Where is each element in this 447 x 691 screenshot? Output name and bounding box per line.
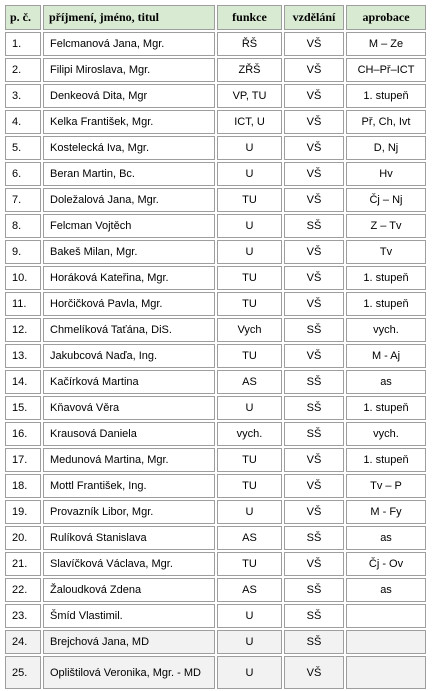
row-number: 13. <box>5 344 41 368</box>
staff-role: TU <box>217 474 282 498</box>
staff-education: VŠ <box>284 84 344 108</box>
staff-qualification: vych. <box>346 422 426 446</box>
staff-role: U <box>217 214 282 238</box>
row-number: 10. <box>5 266 41 290</box>
staff-qualification: Tv <box>346 240 426 264</box>
staff-role: TU <box>217 344 282 368</box>
table-row <box>5 32 426 56</box>
staff-name: Slavíčková Václava, Mgr. <box>43 552 215 576</box>
row-number: 22. <box>5 578 41 602</box>
staff-qualification: M – Ze <box>346 32 426 56</box>
table-row <box>5 370 426 394</box>
staff-role: AS <box>217 370 282 394</box>
table-row <box>5 604 426 628</box>
table-row <box>5 630 426 654</box>
staff-qualification: M - Fy <box>346 500 426 524</box>
staff-name: Denkeová Dita, Mgr <box>43 84 215 108</box>
staff-name: Kačírková Martina <box>43 370 215 394</box>
row-number: 24. <box>5 630 41 654</box>
table-row <box>5 188 426 212</box>
table-row <box>5 474 426 498</box>
table-row <box>5 422 426 446</box>
row-number: 19. <box>5 500 41 524</box>
table-row <box>5 162 426 186</box>
staff-qualification: M - Aj <box>346 344 426 368</box>
staff-qualification: as <box>346 526 426 550</box>
staff-education: VŠ <box>284 552 344 576</box>
staff-name: Žaloudková Zdena <box>43 578 215 602</box>
staff-education: VŠ <box>284 240 344 264</box>
table-row <box>5 500 426 524</box>
staff-table <box>3 3 428 691</box>
staff-name: Krausová Daniela <box>43 422 215 446</box>
table-row <box>5 396 426 420</box>
staff-qualification: Př, Ch, Ivt <box>346 110 426 134</box>
staff-role: TU <box>217 292 282 316</box>
table-row <box>5 110 426 134</box>
staff-education: VŠ <box>284 32 344 56</box>
header-role: funkce <box>217 5 282 30</box>
staff-name: Mottl František, Ing. <box>43 474 215 498</box>
staff-education: VŠ <box>284 58 344 82</box>
header-education: vzdělání <box>284 5 344 30</box>
staff-qualification <box>346 604 426 628</box>
staff-education: SŠ <box>284 526 344 550</box>
staff-name: Rulíková Stanislava <box>43 526 215 550</box>
row-number: 18. <box>5 474 41 498</box>
staff-role: vych. <box>217 422 282 446</box>
staff-name: Kelka František, Mgr. <box>43 110 215 134</box>
staff-name: Felcman Vojtěch <box>43 214 215 238</box>
row-number: 17. <box>5 448 41 472</box>
row-number: 20. <box>5 526 41 550</box>
staff-role: TU <box>217 188 282 212</box>
header-number: p. č. <box>5 5 41 30</box>
row-number: 5. <box>5 136 41 160</box>
table-row <box>5 578 426 602</box>
staff-name: Šmíd Vlastimil. <box>43 604 215 628</box>
table-row <box>5 84 426 108</box>
staff-qualification: 1. stupeň <box>346 448 426 472</box>
staff-role: U <box>217 604 282 628</box>
row-number: 6. <box>5 162 41 186</box>
staff-education: VŠ <box>284 500 344 524</box>
staff-qualification: 1. stupeň <box>346 292 426 316</box>
staff-education: VŠ <box>284 448 344 472</box>
row-number: 3. <box>5 84 41 108</box>
staff-role: TU <box>217 552 282 576</box>
row-number: 4. <box>5 110 41 134</box>
staff-name: Medunová Martina, Mgr. <box>43 448 215 472</box>
staff-education: SŠ <box>284 422 344 446</box>
row-number: 2. <box>5 58 41 82</box>
staff-name: Horčičková Pavla, Mgr. <box>43 292 215 316</box>
staff-education: SŠ <box>284 604 344 628</box>
staff-qualification: as <box>346 370 426 394</box>
staff-name: Bakeš Milan, Mgr. <box>43 240 215 264</box>
staff-qualification: 1. stupeň <box>346 266 426 290</box>
staff-education: VŠ <box>284 474 344 498</box>
table-row <box>5 448 426 472</box>
staff-qualification: Hv <box>346 162 426 186</box>
staff-name: Kostelecká Iva, Mgr. <box>43 136 215 160</box>
header-name: příjmení, jméno, titul <box>43 5 215 30</box>
staff-education: VŠ <box>284 110 344 134</box>
staff-education: VŠ <box>284 136 344 160</box>
staff-role: U <box>217 240 282 264</box>
table-row <box>5 526 426 550</box>
table-row <box>5 266 426 290</box>
table-row <box>5 656 426 689</box>
staff-role: AS <box>217 526 282 550</box>
staff-role: U <box>217 136 282 160</box>
staff-qualification: D, Nj <box>346 136 426 160</box>
staff-role: AS <box>217 578 282 602</box>
staff-name: Jakubcová Naďa, Ing. <box>43 344 215 368</box>
row-number: 8. <box>5 214 41 238</box>
staff-role: ZŘŠ <box>217 58 282 82</box>
staff-name: Felcmanová Jana, Mgr. <box>43 32 215 56</box>
row-number: 9. <box>5 240 41 264</box>
staff-name: Doležalová Jana, Mgr. <box>43 188 215 212</box>
table-row <box>5 344 426 368</box>
staff-role: VP, TU <box>217 84 282 108</box>
staff-name: Beran Martin, Bc. <box>43 162 215 186</box>
row-number: 15. <box>5 396 41 420</box>
staff-qualification: 1. stupeň <box>346 396 426 420</box>
staff-education: VŠ <box>284 266 344 290</box>
row-number: 16. <box>5 422 41 446</box>
table-row <box>5 214 426 238</box>
staff-qualification: CH–Př–ICT <box>346 58 426 82</box>
table-row <box>5 292 426 316</box>
staff-qualification: as <box>346 578 426 602</box>
staff-qualification: Čj – Nj <box>346 188 426 212</box>
staff-education: SŠ <box>284 630 344 654</box>
staff-role: ŘŠ <box>217 32 282 56</box>
staff-education: VŠ <box>284 344 344 368</box>
staff-role: TU <box>217 266 282 290</box>
staff-name: Chmelíková Taťána, DiS. <box>43 318 215 342</box>
staff-qualification <box>346 630 426 654</box>
staff-role: U <box>217 630 282 654</box>
header-qualification: aprobace <box>346 5 426 30</box>
row-number: 25. <box>5 656 41 689</box>
row-number: 23. <box>5 604 41 628</box>
row-number: 21. <box>5 552 41 576</box>
staff-name: Kňavová Věra <box>43 396 215 420</box>
staff-qualification: vych. <box>346 318 426 342</box>
row-number: 14. <box>5 370 41 394</box>
staff-education: SŠ <box>284 370 344 394</box>
staff-education: VŠ <box>284 656 344 689</box>
staff-qualification <box>346 656 426 689</box>
table-row <box>5 58 426 82</box>
staff-qualification: Tv – P <box>346 474 426 498</box>
staff-name: Brejchová Jana, MD <box>43 630 215 654</box>
staff-education: SŠ <box>284 396 344 420</box>
staff-name: Filipi Miroslava, Mgr. <box>43 58 215 82</box>
staff-role: U <box>217 500 282 524</box>
staff-name: Provazník Libor, Mgr. <box>43 500 215 524</box>
table-row <box>5 240 426 264</box>
staff-name: Oplištilová Veronika, Mgr. - MD <box>43 656 215 689</box>
staff-name: Horáková Kateřina, Mgr. <box>43 266 215 290</box>
staff-role: Vych <box>217 318 282 342</box>
staff-education: VŠ <box>284 188 344 212</box>
staff-education: VŠ <box>284 292 344 316</box>
staff-qualification: 1. stupeň <box>346 84 426 108</box>
staff-role: U <box>217 396 282 420</box>
table-row <box>5 318 426 342</box>
staff-qualification: Čj - Ov <box>346 552 426 576</box>
staff-role: U <box>217 656 282 689</box>
staff-education: VŠ <box>284 162 344 186</box>
header-row <box>5 5 426 30</box>
staff-qualification: Z – Tv <box>346 214 426 238</box>
staff-education: SŠ <box>284 318 344 342</box>
table-row <box>5 136 426 160</box>
staff-education: SŠ <box>284 578 344 602</box>
row-number: 12. <box>5 318 41 342</box>
staff-role: U <box>217 162 282 186</box>
row-number: 1. <box>5 32 41 56</box>
staff-education: SŠ <box>284 214 344 238</box>
staff-role: TU <box>217 448 282 472</box>
table-row <box>5 552 426 576</box>
staff-role: ICT, U <box>217 110 282 134</box>
row-number: 7. <box>5 188 41 212</box>
row-number: 11. <box>5 292 41 316</box>
